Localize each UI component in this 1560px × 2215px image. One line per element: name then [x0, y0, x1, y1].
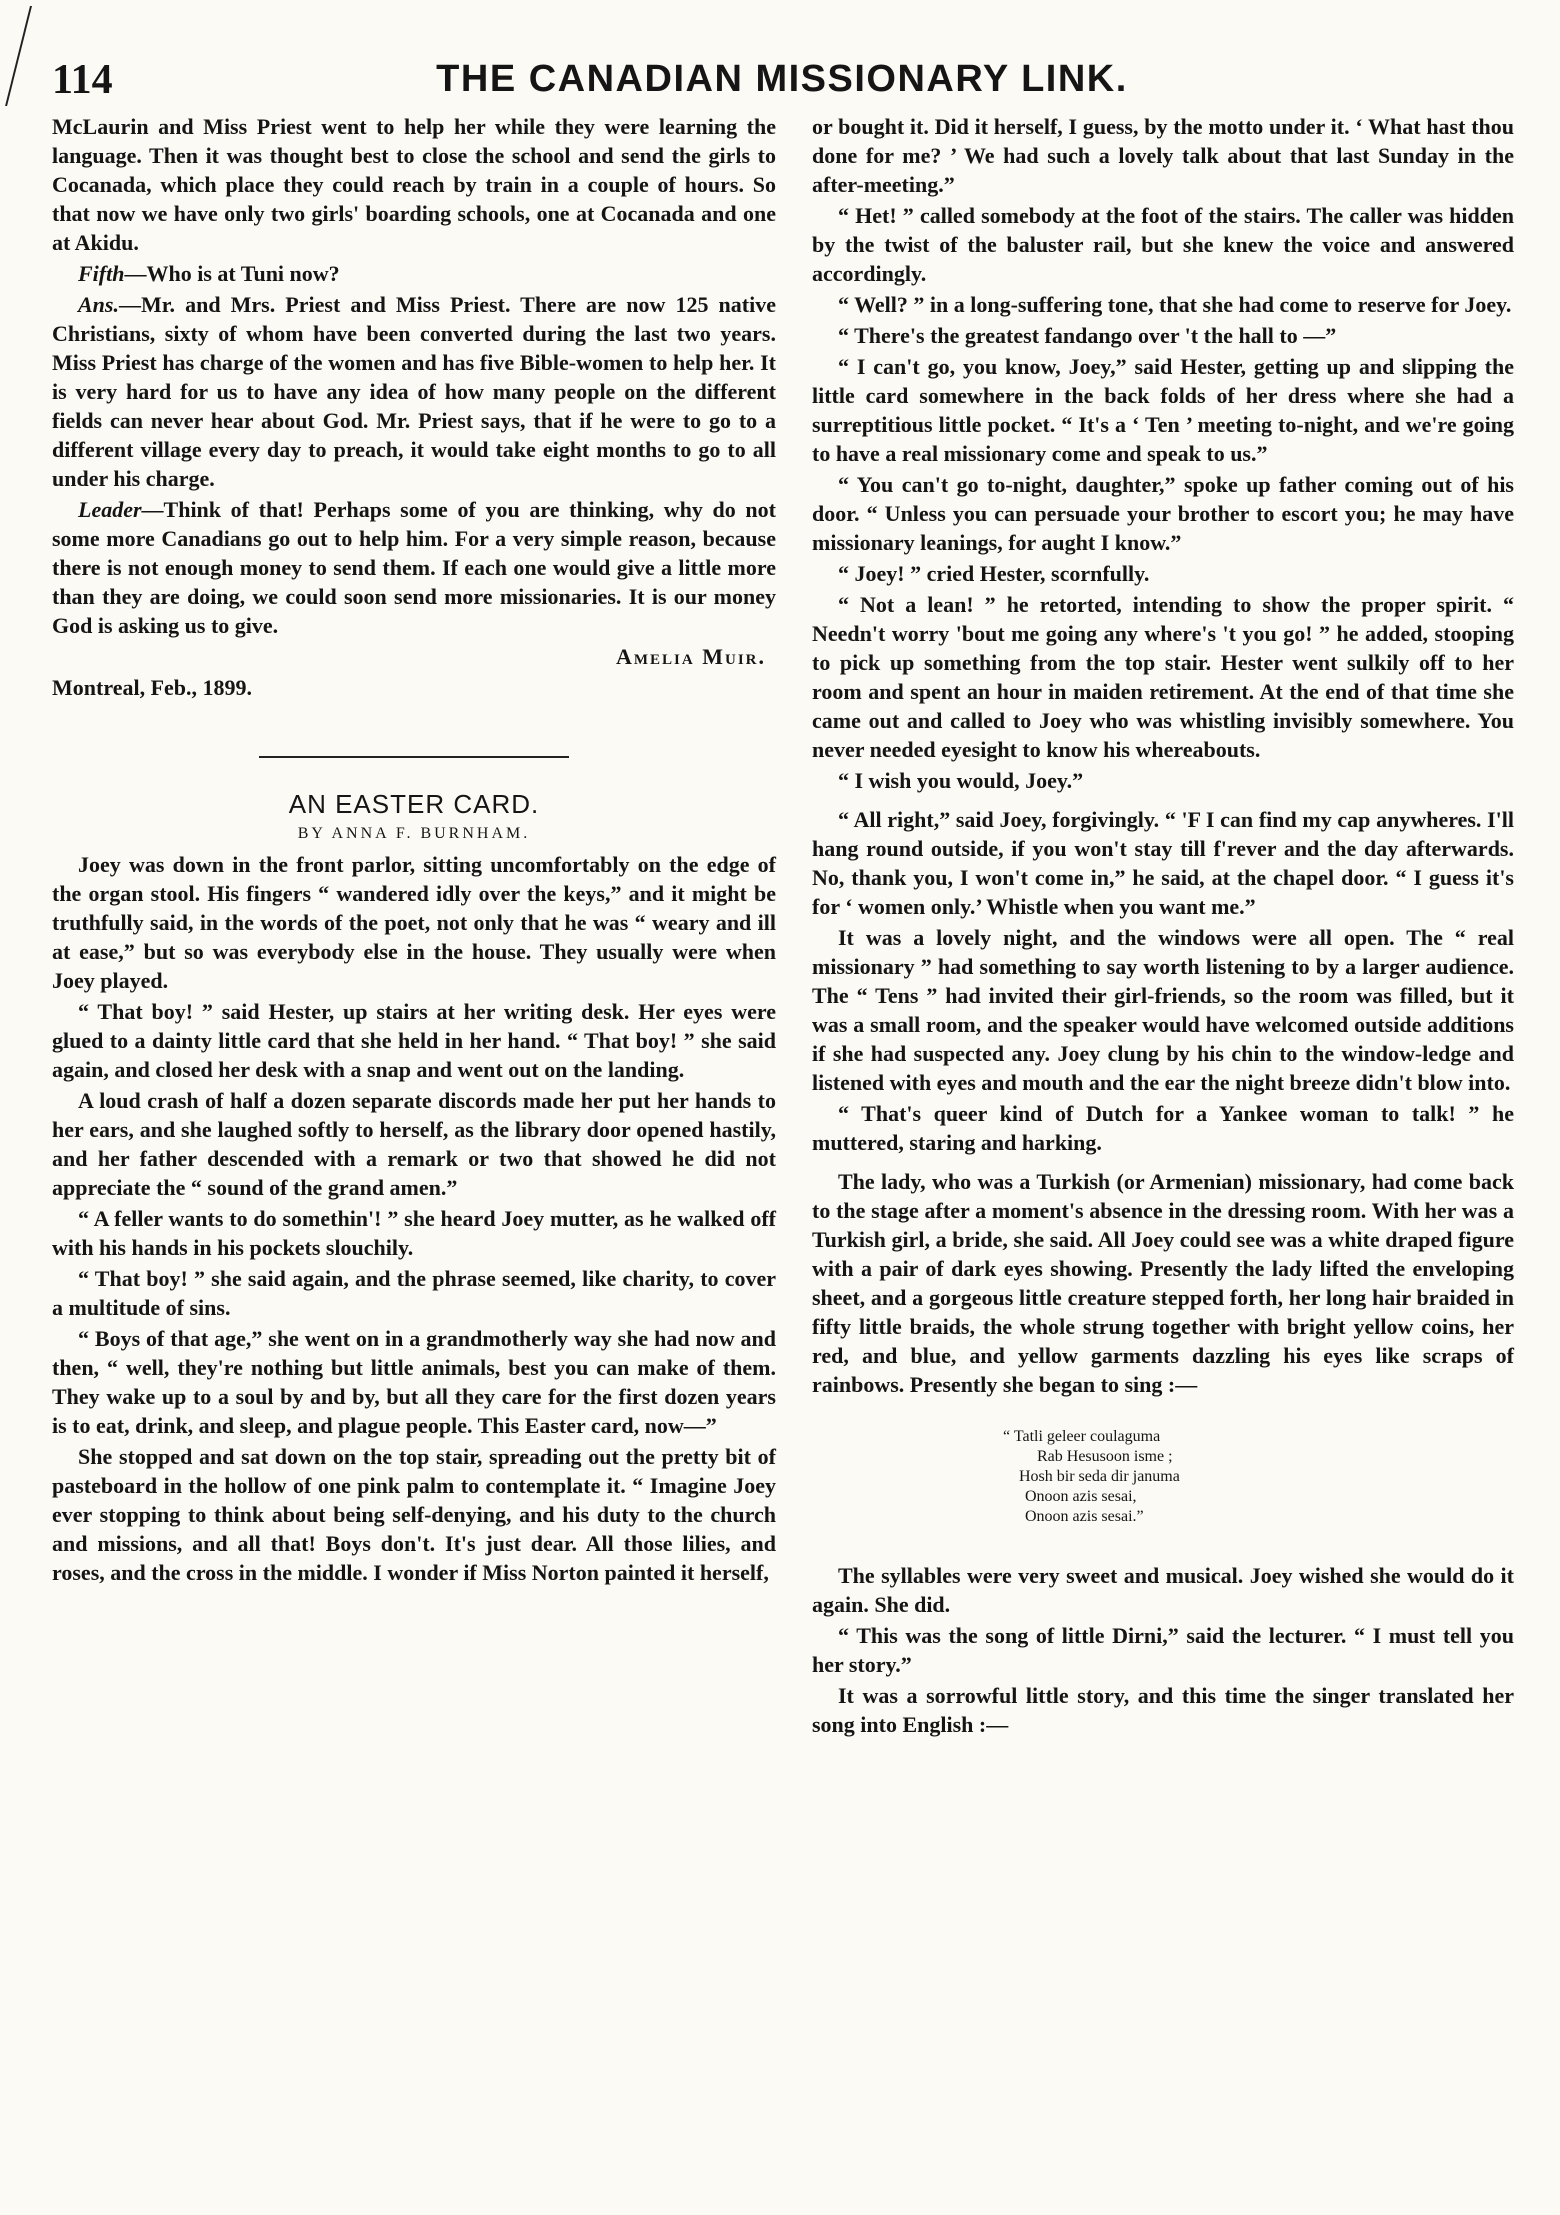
song-verse [1003, 1427, 1323, 1527]
section-divider [259, 756, 569, 758]
paragraph: “ Joey! ” cried Hester, scornfully. [838, 561, 1150, 586]
left-column [52, 112, 776, 1589]
paragraph: “ That boy! ” said Hester, up stairs at her writing desk. Her eyes were glued to a dainty little card that she held in her hand. “ That boy! ” she said again, and closed her desk with a snap and went out on the landing. [52, 999, 776, 1082]
paragraph: “ This was the song of little Dirni,” said the lecturer. “ I must tell you her story.” [812, 1623, 1514, 1677]
paragraph: The syllables were very sweet and musical. Joey wished she would do it again. She did. [812, 1563, 1514, 1617]
verse-line: Rab Hesusoon isme ; [1037, 1448, 1173, 1465]
leader-paragraph [52, 495, 776, 640]
verse-line: Onoon azis sesai, [1025, 1488, 1137, 1505]
verse-line: “ Tatli geleer coulaguma [1003, 1428, 1161, 1445]
paragraph: The lady, who was a Turkish (or Armenian) missionary, had come back to the stage after a moment's absence in the dressing room. With her was a Turkish girl, a bride, she said. All Joey could see was a white draped figure with a pair of dark eyes showing. Presently the lady lifted the enveloping sheet, and a gorgeous little creature stepped forth, her long hair braided in fifty little braids, the whole strung together with bright yellow coins, her red, and blue, and yellow garments dazzling his eyes like scraps of rainbows. Presently she began to sing :— [812, 1169, 1514, 1397]
question-paragraph [52, 259, 776, 288]
paragraph: Joey was down in the front parlor, sitting uncomfortably on the edge of the organ stool. His fingers “ wandered idly over the keys,” and it might be truthfully said, in the words of the poet, not only that he was “ weary and ill at ease,” but so was everybody else in the house. They usually were when Joey played. [52, 852, 776, 993]
paragraph: “ A feller wants to do somethin'! ” she heard Joey mutter, as he walked off with his hands in his pockets slouchily. [52, 1206, 776, 1260]
running-head: THE CANADIAN MISSIONARY LINK. [436, 58, 1128, 100]
paragraph: “ I wish you would, Joey.” [838, 768, 1084, 793]
paragraph: “ Well? ” in a long-suffering tone, that she had come to reserve for Joey. [838, 292, 1512, 317]
answer-paragraph [52, 290, 776, 493]
paragraph: “ There's the greatest fandango over 't the hall to —” [838, 323, 1337, 348]
paragraph: or bought it. Did it herself, I guess, by the motto under it. ‘ What hast thou done for me? ’ We had such a lovely talk about that last Sunday in the after-meeting.” [812, 114, 1514, 197]
answer-text: —Mr. and Mrs. Priest and Miss Priest. There are now 125 native Christians, sixty of whom have been converted during the last two years. Miss Priest has charge of the women and has five Bible-women to help her. It is very hard for us to have any idea of how many people on the different fields can never hear about God. Mr. Priest says, that if he were to go to a different village every day to preach, it would take eight months to go to all under his charge. [52, 292, 776, 491]
right-column [812, 112, 1514, 1741]
paragraph: It was a sorrowful little story, and this time the singer translated her song into English :— [812, 1683, 1514, 1737]
story-byline: BY ANNA F. BURNHAM. [297, 825, 531, 842]
signature: Amelia Muir. [616, 644, 766, 669]
leader-text: —Think of that! Perhaps some of you are thinking, why do not some more Canadians go out to help him. For a very simple reason, because there is not enough money to send them. If each one would give a little more than they are doing, we could soon send more missionaries. It is our money God is asking us to give. [52, 497, 776, 638]
paragraph: “ All right,” said Joey, forgivingly. “ 'F I can find my cap anywheres. I'll hang round outside, if you won't stay till f'rever and the day afterwards. No, thank you, I won't come in,” he said, at the chapel door. “ I guess it's for ‘ women only.’ Whistle when you want me.” [812, 807, 1514, 919]
paragraph: She stopped and sat down on the top stair, spreading out the pretty bit of pasteboard in the hollow of one pink palm to contemplate it. “ Imagine Joey ever stopping to think about being self-denying, and his duty to the church and missions, and all that! Boys don't. It's just dear. All those lilies, and roses, and the cross in the middle. I wonder if Miss Norton painted it herself, [52, 1444, 776, 1585]
story-title: AN EASTER CARD. [288, 789, 540, 819]
paragraph: “ Boys of that age,” she went on in a grandmotherly way she had now and then, “ well, they're nothing but little animals, best you can make of them. They wake up to a soul by and by, but all they care for the first dozen years is to eat, drink, and sleep, and plague people. This Easter card, now—” [52, 1326, 776, 1438]
paragraph: McLaurin and Miss Priest went to help her while they were learning the language. Then it was thought best to close the school and send the girls to Cocanada, which place they could reach by train in a couple of hours. So that now we have only two girls' boarding schools, one at Cocanada and one at Akidu. [52, 114, 776, 255]
dateline: Montreal, Feb., 1899. [52, 675, 253, 700]
page-number: 114 [52, 57, 113, 103]
paragraph: “ Het! ” called somebody at the foot of the stairs. The caller was hidden by the twist of the baluster rail, but she knew the voice and answered accordingly. [812, 203, 1514, 286]
paragraph: “ You can't go to-night, daughter,” spoke up father coming out of his door. “ Unless you can persuade your brother to escort you; he may have missionary leanings, for aught I know.” [812, 472, 1514, 555]
paragraph: It was a lovely night, and the windows were all open. The “ real missionary ” had something to say worth listening to by a larger audience. The “ Tens ” had invited their girl-friends, so the room was filled, but it was a small room, and the speaker would have welcomed outside additions if she had suspected any. Joey clung by his chin to the window-ledge and listened with eyes and mouth and the ear the night breeze didn't blow into. [812, 925, 1514, 1095]
verse-line: Hosh bir seda dir januma [1019, 1468, 1180, 1485]
paragraph: A loud crash of half a dozen separate discords made her put her hands to her ears, and she laughed softly to herself, as the library door opened hastily, and her father descended with a remark or two that showed he did not appreciate the “ sound of the grand amen.” [52, 1088, 776, 1200]
paragraph: “ That's queer kind of Dutch for a Yankee woman to talk! ” he muttered, staring and harking. [812, 1101, 1514, 1155]
question-label: Fifth [78, 261, 125, 286]
paragraph: “ Not a lean! ” he retorted, intending to show the proper spirit. “ Needn't worry 'bout me going any where's 't you go! ” he added, stooping to pick up something from the top stair. Hester went sulkily off to her room and spent an hour in maiden retirement. At the end of that time she came out and called to Joey who was whistling invisibly somewhere. You never needed eyesight to know his whereabouts. [812, 592, 1514, 762]
paragraph: “ I can't go, you know, Joey,” said Hester, getting up and slipping the little card somewhere in the back folds of her dress where she had a surreptitious little pocket. “ It's a ‘ Ten ’ meeting to-night, and we're going to have a real missionary come and speak to us.” [812, 354, 1514, 466]
verse-line: Onoon azis sesai.” [1025, 1508, 1144, 1525]
page-header [52, 48, 1512, 110]
question-text: —Who is at Tuni now? [124, 261, 340, 286]
paragraph: “ That boy! ” she said again, and the phrase seemed, like charity, to cover a multitude of sins. [52, 1266, 776, 1320]
leader-label: Leader [78, 497, 142, 522]
answer-label: Ans. [78, 292, 119, 317]
